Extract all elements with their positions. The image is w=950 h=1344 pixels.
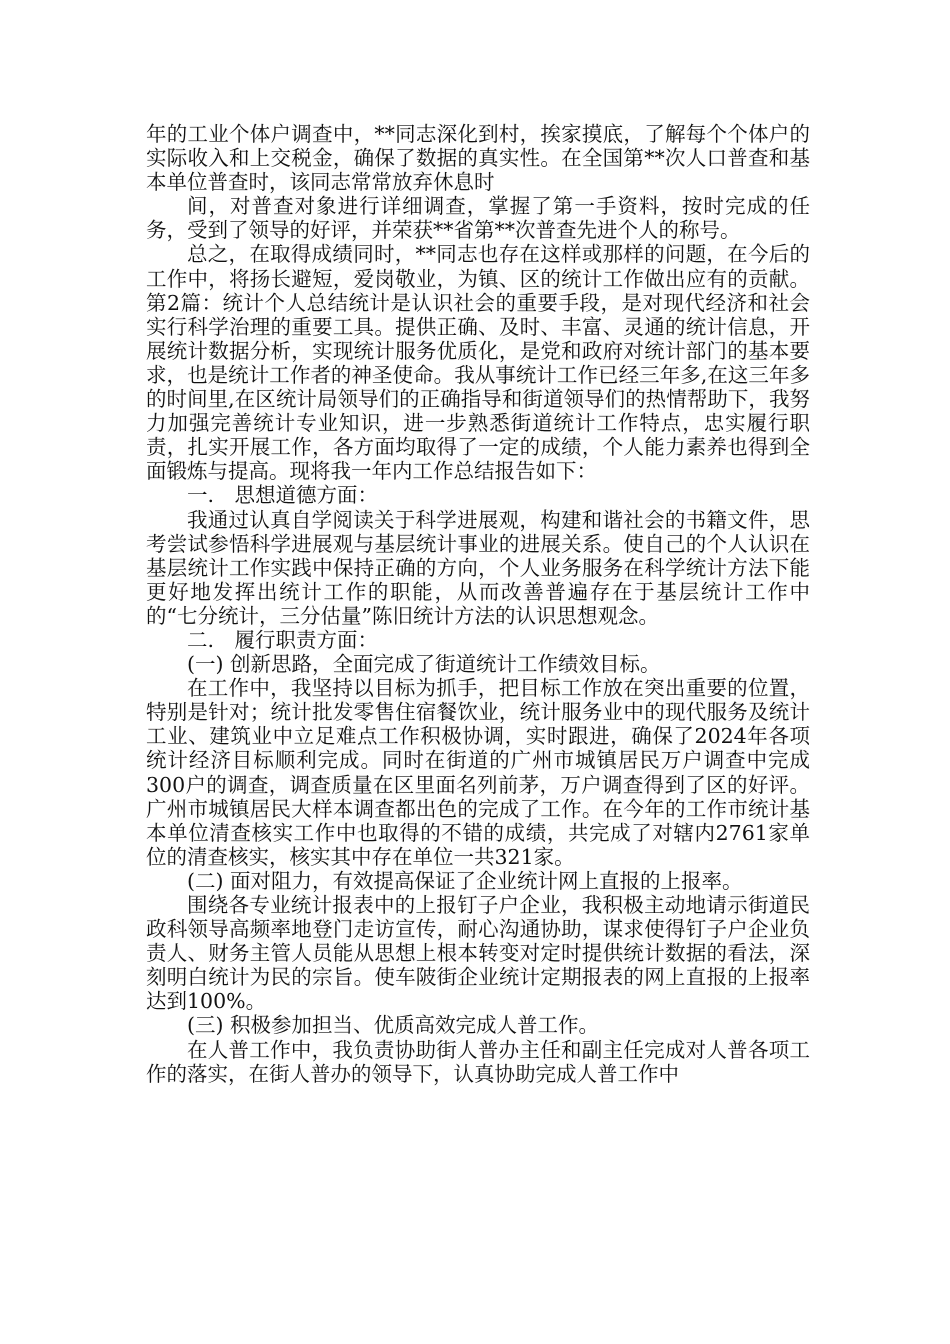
section-heading: 二. 履行职责方面： — [187, 627, 379, 652]
paragraph: 间，对普查对象进行详细调查，掌握了第一手资料，按时完成的任务，受到了领导的好评，并荣获**省第**次普查先进个人的称号。 — [146, 194, 810, 243]
paragraph: 在工作中，我坚持以目标为抓手，把目标工作放在突出重要的位置，特别是针对；统计批发零售住宿餐饮业，统计服务业中的现代服务及统计工业、建筑业中立足难点工作积极协调，实时跟进，确保了2024年各项统计经济目标顺利完成。同时在街道的广州市城镇居民万户调查中完成300户的调查，调查质量在区里面名列前茅，万户调查得到了区的好评。广州市城镇居民大样本调查都出色的完成了工作。在今年的工作市统计基本单位清查核实工作中也取得的不错的成绩，共完成了对辖内2761家单位的清查核实，核实其中存在单位一共321家。 — [146, 676, 810, 869]
paragraph: 围绕各专业统计报表中的上报钉子户企业，我积极主动地请示街道民政科领导高频率地登门走访宣传，耐心沟通协助，谋求使得钉子户企业负责人、财务主管人员能从思想上根本转变对定时提供统计数据的看法，深刻明白统计为民的宗旨。使车陂街企业统计定期报表的网上直报的上报率 达到100%。 — [146, 893, 810, 1014]
paragraph: 总之，在取得成绩同时，**同志也存在这样或那样的问题，在今后的工作中，将扬长避短，爱岗敬业，为镇、区的统计工作做出应有的贡献。第2篇：统计个人总结统计是认识社会的重要手段，是对现代经济和社会实行科学治理的重要工具。提供正确、及时、丰富、灵通的统计信息，开展统计数据分析，实现统计服务优质化，是党和政府对统计部门的基本要求，也是统计工作者的神圣使命。我从事统计工作已经三年多,在这三年多的时间里,在区统计局领导们的正确指导和街道领导们的热情帮助下，我努力加强完善统计专业知识，进一步熟悉街道统计工作特点，忠实履行职责，扎实开展工作，各方面均取得了一定的成绩，个人能力素养也得到全面锻炼与提高。现将我一年内工作总结报告如下： — [146, 242, 810, 484]
paragraph: 在人普工作中，我负责协助街人普办主任和副主任完成对人普各项工作的落实，在街人普办的领导下，认真协助完成人普工作中 — [146, 1037, 810, 1086]
subsection-heading: (一) 创新思路，全面完成了街道统计工作绩效目标。 — [187, 652, 661, 677]
document-page — [146, 122, 810, 1086]
paragraph: 年的工业个体户调查中，**同志深化到村，挨家摸底，了解每个个体户的实际收入和上交税金，确保了数据的真实性。在全国第**次人口普查和基本单位普查时，该同志常常放弃休息时 — [146, 122, 810, 195]
subsection-heading: (三) 积极参加担当、优质高效完成人普工作。 — [187, 1013, 600, 1038]
section-heading: 一. 思想道德方面： — [187, 483, 379, 508]
subsection-heading: (二) 面对阻力，有效提高保证了企业统计网上直报的上报率。 — [187, 868, 743, 893]
paragraph: 我通过认真自学阅读关于科学进展观，构建和谐社会的书籍文件，思考尝试参悟科学进展观与基层统计事业的进展关系。使自己的个人认识在基层统计工作实践中保持正确的方向，个人业务服务在科学统计方法下能更好地发挥出统计工作的职能，从而改善普遍存在于基层统计工作中的“七分统计，三分估量”陈旧统计方法的认识思想观念。 — [146, 507, 810, 628]
